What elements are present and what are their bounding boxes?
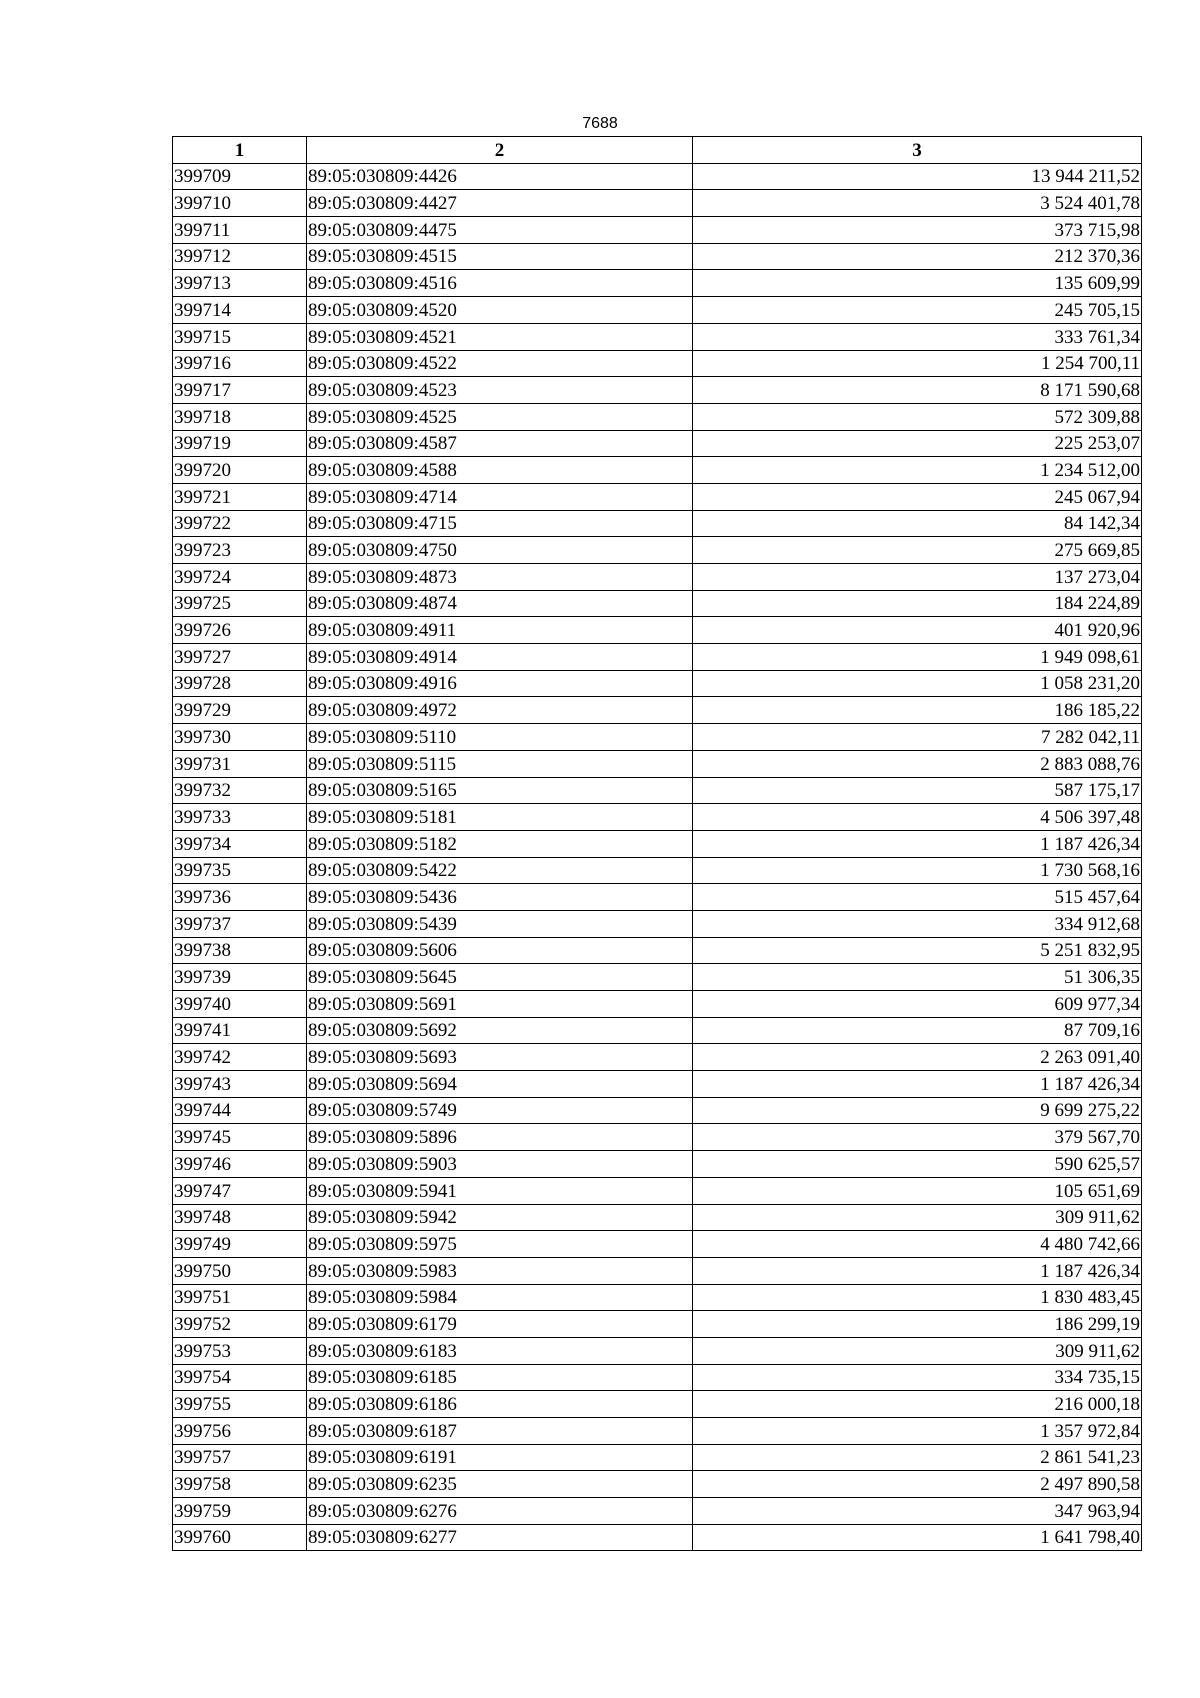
cadastral-number-cell: 89:05:030809:4588 bbox=[307, 457, 693, 484]
value-cell: 587 175,17 bbox=[693, 777, 1142, 804]
value-cell: 2 497 890,58 bbox=[693, 1471, 1142, 1498]
cadastral-number-cell: 89:05:030809:5645 bbox=[307, 964, 693, 991]
table-row bbox=[173, 217, 1142, 244]
cadastral-number-cell: 89:05:030809:4516 bbox=[307, 270, 693, 297]
value-cell: 572 309,88 bbox=[693, 403, 1142, 430]
data-table bbox=[172, 136, 1142, 1551]
row-number-cell: 399756 bbox=[173, 1418, 307, 1445]
cadastral-number-cell: 89:05:030809:4911 bbox=[307, 617, 693, 644]
table-row bbox=[173, 1337, 1142, 1364]
row-number-cell: 399712 bbox=[173, 243, 307, 270]
value-cell: 84 142,34 bbox=[693, 510, 1142, 537]
value-cell: 334 735,15 bbox=[693, 1364, 1142, 1391]
table-row bbox=[173, 1204, 1142, 1231]
table-row bbox=[173, 670, 1142, 697]
table-row bbox=[173, 1124, 1142, 1151]
cadastral-number-cell: 89:05:030809:6187 bbox=[307, 1418, 693, 1445]
row-number-cell: 399723 bbox=[173, 537, 307, 564]
value-cell: 51 306,35 bbox=[693, 964, 1142, 991]
value-cell: 309 911,62 bbox=[693, 1337, 1142, 1364]
value-cell: 4 506 397,48 bbox=[693, 804, 1142, 831]
value-cell: 1 830 483,45 bbox=[693, 1284, 1142, 1311]
table-row bbox=[173, 1044, 1142, 1071]
value-cell: 216 000,18 bbox=[693, 1391, 1142, 1418]
table-row bbox=[173, 1071, 1142, 1098]
table-row bbox=[173, 403, 1142, 430]
cadastral-number-cell: 89:05:030809:6191 bbox=[307, 1444, 693, 1471]
value-cell: 245 067,94 bbox=[693, 483, 1142, 510]
row-number-cell: 399739 bbox=[173, 964, 307, 991]
row-number-cell: 399737 bbox=[173, 910, 307, 937]
cadastral-number-cell: 89:05:030809:6179 bbox=[307, 1311, 693, 1338]
value-cell: 1 187 426,34 bbox=[693, 1071, 1142, 1098]
cadastral-number-cell: 89:05:030809:4475 bbox=[307, 217, 693, 244]
cadastral-number-cell: 89:05:030809:4874 bbox=[307, 590, 693, 617]
cadastral-number-cell: 89:05:030809:6235 bbox=[307, 1471, 693, 1498]
table-row bbox=[173, 857, 1142, 884]
cadastral-number-cell: 89:05:030809:4873 bbox=[307, 564, 693, 591]
row-number-cell: 399747 bbox=[173, 1177, 307, 1204]
value-cell: 1 234 512,00 bbox=[693, 457, 1142, 484]
value-cell: 105 651,69 bbox=[693, 1177, 1142, 1204]
table-row bbox=[173, 323, 1142, 350]
column-header-2: 2 bbox=[307, 137, 693, 164]
value-cell: 225 253,07 bbox=[693, 430, 1142, 457]
cadastral-number-cell: 89:05:030809:4426 bbox=[307, 163, 693, 190]
table-row bbox=[173, 297, 1142, 324]
cadastral-number-cell: 89:05:030809:4916 bbox=[307, 670, 693, 697]
table-row bbox=[173, 1364, 1142, 1391]
value-cell: 275 669,85 bbox=[693, 537, 1142, 564]
cadastral-number-cell: 89:05:030809:5941 bbox=[307, 1177, 693, 1204]
row-number-cell: 399716 bbox=[173, 350, 307, 377]
table-row bbox=[173, 510, 1142, 537]
row-number-cell: 399734 bbox=[173, 830, 307, 857]
value-cell: 1 254 700,11 bbox=[693, 350, 1142, 377]
table-row bbox=[173, 564, 1142, 591]
cadastral-number-cell: 89:05:030809:5181 bbox=[307, 804, 693, 831]
value-cell: 347 963,94 bbox=[693, 1498, 1142, 1525]
row-number-cell: 399715 bbox=[173, 323, 307, 350]
value-cell: 9 699 275,22 bbox=[693, 1097, 1142, 1124]
value-cell: 186 185,22 bbox=[693, 697, 1142, 724]
row-number-cell: 399710 bbox=[173, 190, 307, 217]
cadastral-number-cell: 89:05:030809:4522 bbox=[307, 350, 693, 377]
value-cell: 137 273,04 bbox=[693, 564, 1142, 591]
table-row bbox=[173, 750, 1142, 777]
cadastral-number-cell: 89:05:030809:5942 bbox=[307, 1204, 693, 1231]
row-number-cell: 399738 bbox=[173, 937, 307, 964]
value-cell: 334 912,68 bbox=[693, 910, 1142, 937]
column-header-1: 1 bbox=[173, 137, 307, 164]
row-number-cell: 399719 bbox=[173, 430, 307, 457]
value-cell: 5 251 832,95 bbox=[693, 937, 1142, 964]
table-row bbox=[173, 884, 1142, 911]
value-cell: 379 567,70 bbox=[693, 1124, 1142, 1151]
row-number-cell: 399722 bbox=[173, 510, 307, 537]
value-cell: 135 609,99 bbox=[693, 270, 1142, 297]
table-row bbox=[173, 1017, 1142, 1044]
value-cell: 515 457,64 bbox=[693, 884, 1142, 911]
cadastral-number-cell: 89:05:030809:5692 bbox=[307, 1017, 693, 1044]
value-cell: 8 171 590,68 bbox=[693, 377, 1142, 404]
table-row bbox=[173, 590, 1142, 617]
cadastral-number-cell: 89:05:030809:4515 bbox=[307, 243, 693, 270]
cadastral-number-cell: 89:05:030809:5975 bbox=[307, 1231, 693, 1258]
cadastral-number-cell: 89:05:030809:5436 bbox=[307, 884, 693, 911]
table-row bbox=[173, 1524, 1142, 1551]
row-number-cell: 399731 bbox=[173, 750, 307, 777]
row-number-cell: 399726 bbox=[173, 617, 307, 644]
row-number-cell: 399742 bbox=[173, 1044, 307, 1071]
table-row bbox=[173, 697, 1142, 724]
row-number-cell: 399709 bbox=[173, 163, 307, 190]
value-cell: 7 282 042,11 bbox=[693, 724, 1142, 751]
value-cell: 590 625,57 bbox=[693, 1151, 1142, 1178]
value-cell: 1 058 231,20 bbox=[693, 670, 1142, 697]
cadastral-number-cell: 89:05:030809:5693 bbox=[307, 1044, 693, 1071]
row-number-cell: 399760 bbox=[173, 1524, 307, 1551]
cadastral-number-cell: 89:05:030809:5694 bbox=[307, 1071, 693, 1098]
table-row bbox=[173, 1471, 1142, 1498]
row-number-cell: 399733 bbox=[173, 804, 307, 831]
row-number-cell: 399745 bbox=[173, 1124, 307, 1151]
value-cell: 401 920,96 bbox=[693, 617, 1142, 644]
row-number-cell: 399727 bbox=[173, 644, 307, 671]
value-cell: 2 861 541,23 bbox=[693, 1444, 1142, 1471]
value-cell: 184 224,89 bbox=[693, 590, 1142, 617]
row-number-cell: 399751 bbox=[173, 1284, 307, 1311]
table-row bbox=[173, 724, 1142, 751]
value-cell: 4 480 742,66 bbox=[693, 1231, 1142, 1258]
value-cell: 1 187 426,34 bbox=[693, 830, 1142, 857]
row-number-cell: 399720 bbox=[173, 457, 307, 484]
header-row bbox=[173, 137, 1142, 164]
row-number-cell: 399730 bbox=[173, 724, 307, 751]
row-number-cell: 399721 bbox=[173, 483, 307, 510]
row-number-cell: 399753 bbox=[173, 1337, 307, 1364]
row-number-cell: 399717 bbox=[173, 377, 307, 404]
value-cell: 13 944 211,52 bbox=[693, 163, 1142, 190]
row-number-cell: 399724 bbox=[173, 564, 307, 591]
cadastral-number-cell: 89:05:030809:5896 bbox=[307, 1124, 693, 1151]
cadastral-number-cell: 89:05:030809:6186 bbox=[307, 1391, 693, 1418]
table-row bbox=[173, 537, 1142, 564]
row-number-cell: 399752 bbox=[173, 1311, 307, 1338]
row-number-cell: 399748 bbox=[173, 1204, 307, 1231]
table-row bbox=[173, 350, 1142, 377]
cadastral-number-cell: 89:05:030809:6185 bbox=[307, 1364, 693, 1391]
row-number-cell: 399725 bbox=[173, 590, 307, 617]
row-number-cell: 399728 bbox=[173, 670, 307, 697]
table-row bbox=[173, 644, 1142, 671]
table-row bbox=[173, 1177, 1142, 1204]
cadastral-number-cell: 89:05:030809:6183 bbox=[307, 1337, 693, 1364]
cadastral-number-cell: 89:05:030809:4914 bbox=[307, 644, 693, 671]
page-number: 7688 bbox=[582, 115, 618, 132]
cadastral-number-cell: 89:05:030809:4714 bbox=[307, 483, 693, 510]
cadastral-number-cell: 89:05:030809:5165 bbox=[307, 777, 693, 804]
row-number-cell: 399713 bbox=[173, 270, 307, 297]
table-row bbox=[173, 1444, 1142, 1471]
row-number-cell: 399740 bbox=[173, 991, 307, 1018]
row-number-cell: 399759 bbox=[173, 1498, 307, 1525]
table-row bbox=[173, 617, 1142, 644]
value-cell: 309 911,62 bbox=[693, 1204, 1142, 1231]
row-number-cell: 399757 bbox=[173, 1444, 307, 1471]
row-number-cell: 399735 bbox=[173, 857, 307, 884]
table-row bbox=[173, 937, 1142, 964]
cadastral-number-cell: 89:05:030809:5439 bbox=[307, 910, 693, 937]
table-row bbox=[173, 1097, 1142, 1124]
value-cell: 333 761,34 bbox=[693, 323, 1142, 350]
cadastral-number-cell: 89:05:030809:6277 bbox=[307, 1524, 693, 1551]
value-cell: 87 709,16 bbox=[693, 1017, 1142, 1044]
row-number-cell: 399749 bbox=[173, 1231, 307, 1258]
table-header bbox=[173, 137, 1142, 164]
row-number-cell: 399711 bbox=[173, 217, 307, 244]
table-body bbox=[173, 163, 1142, 1551]
row-number-cell: 399732 bbox=[173, 777, 307, 804]
table-row bbox=[173, 991, 1142, 1018]
value-cell: 212 370,36 bbox=[693, 243, 1142, 270]
cadastral-number-cell: 89:05:030809:5983 bbox=[307, 1257, 693, 1284]
table-row bbox=[173, 270, 1142, 297]
table-row bbox=[173, 243, 1142, 270]
table-row bbox=[173, 910, 1142, 937]
table-row bbox=[173, 1418, 1142, 1445]
table-row bbox=[173, 377, 1142, 404]
cadastral-number-cell: 89:05:030809:5749 bbox=[307, 1097, 693, 1124]
row-number-cell: 399744 bbox=[173, 1097, 307, 1124]
table-row bbox=[173, 777, 1142, 804]
table-row bbox=[173, 483, 1142, 510]
value-cell: 1 641 798,40 bbox=[693, 1524, 1142, 1551]
cadastral-number-cell: 89:05:030809:5691 bbox=[307, 991, 693, 1018]
table-row bbox=[173, 457, 1142, 484]
cadastral-number-cell: 89:05:030809:5182 bbox=[307, 830, 693, 857]
cadastral-number-cell: 89:05:030809:6276 bbox=[307, 1498, 693, 1525]
row-number-cell: 399754 bbox=[173, 1364, 307, 1391]
table-row bbox=[173, 1284, 1142, 1311]
table-row bbox=[173, 163, 1142, 190]
table-row bbox=[173, 1151, 1142, 1178]
table-row bbox=[173, 190, 1142, 217]
cadastral-number-cell: 89:05:030809:4715 bbox=[307, 510, 693, 537]
value-cell: 2 883 088,76 bbox=[693, 750, 1142, 777]
cadastral-number-cell: 89:05:030809:4587 bbox=[307, 430, 693, 457]
table-row bbox=[173, 1311, 1142, 1338]
row-number-cell: 399718 bbox=[173, 403, 307, 430]
cadastral-number-cell: 89:05:030809:5110 bbox=[307, 724, 693, 751]
cadastral-number-cell: 89:05:030809:4520 bbox=[307, 297, 693, 324]
value-cell: 373 715,98 bbox=[693, 217, 1142, 244]
cadastral-number-cell: 89:05:030809:5903 bbox=[307, 1151, 693, 1178]
table-row bbox=[173, 830, 1142, 857]
value-cell: 1 949 098,61 bbox=[693, 644, 1142, 671]
row-number-cell: 399746 bbox=[173, 1151, 307, 1178]
table-row bbox=[173, 964, 1142, 991]
value-cell: 1 187 426,34 bbox=[693, 1257, 1142, 1284]
value-cell: 1 730 568,16 bbox=[693, 857, 1142, 884]
column-header-3: 3 bbox=[693, 137, 1142, 164]
row-number-cell: 399750 bbox=[173, 1257, 307, 1284]
value-cell: 609 977,34 bbox=[693, 991, 1142, 1018]
row-number-cell: 399714 bbox=[173, 297, 307, 324]
cadastral-number-cell: 89:05:030809:4972 bbox=[307, 697, 693, 724]
row-number-cell: 399736 bbox=[173, 884, 307, 911]
cadastral-number-cell: 89:05:030809:5606 bbox=[307, 937, 693, 964]
value-cell: 186 299,19 bbox=[693, 1311, 1142, 1338]
value-cell: 245 705,15 bbox=[693, 297, 1142, 324]
row-number-cell: 399755 bbox=[173, 1391, 307, 1418]
cadastral-number-cell: 89:05:030809:5115 bbox=[307, 750, 693, 777]
cadastral-number-cell: 89:05:030809:4521 bbox=[307, 323, 693, 350]
cadastral-number-cell: 89:05:030809:4525 bbox=[307, 403, 693, 430]
cadastral-number-cell: 89:05:030809:4427 bbox=[307, 190, 693, 217]
cadastral-number-cell: 89:05:030809:4523 bbox=[307, 377, 693, 404]
row-number-cell: 399741 bbox=[173, 1017, 307, 1044]
table-row bbox=[173, 804, 1142, 831]
cadastral-number-cell: 89:05:030809:5422 bbox=[307, 857, 693, 884]
value-cell: 3 524 401,78 bbox=[693, 190, 1142, 217]
table-row bbox=[173, 430, 1142, 457]
row-number-cell: 399729 bbox=[173, 697, 307, 724]
value-cell: 2 263 091,40 bbox=[693, 1044, 1142, 1071]
row-number-cell: 399758 bbox=[173, 1471, 307, 1498]
table-row bbox=[173, 1257, 1142, 1284]
row-number-cell: 399743 bbox=[173, 1071, 307, 1098]
cadastral-number-cell: 89:05:030809:5984 bbox=[307, 1284, 693, 1311]
cadastral-number-cell: 89:05:030809:4750 bbox=[307, 537, 693, 564]
table-row bbox=[173, 1498, 1142, 1525]
table-row bbox=[173, 1391, 1142, 1418]
value-cell: 1 357 972,84 bbox=[693, 1418, 1142, 1445]
table-row bbox=[173, 1231, 1142, 1258]
